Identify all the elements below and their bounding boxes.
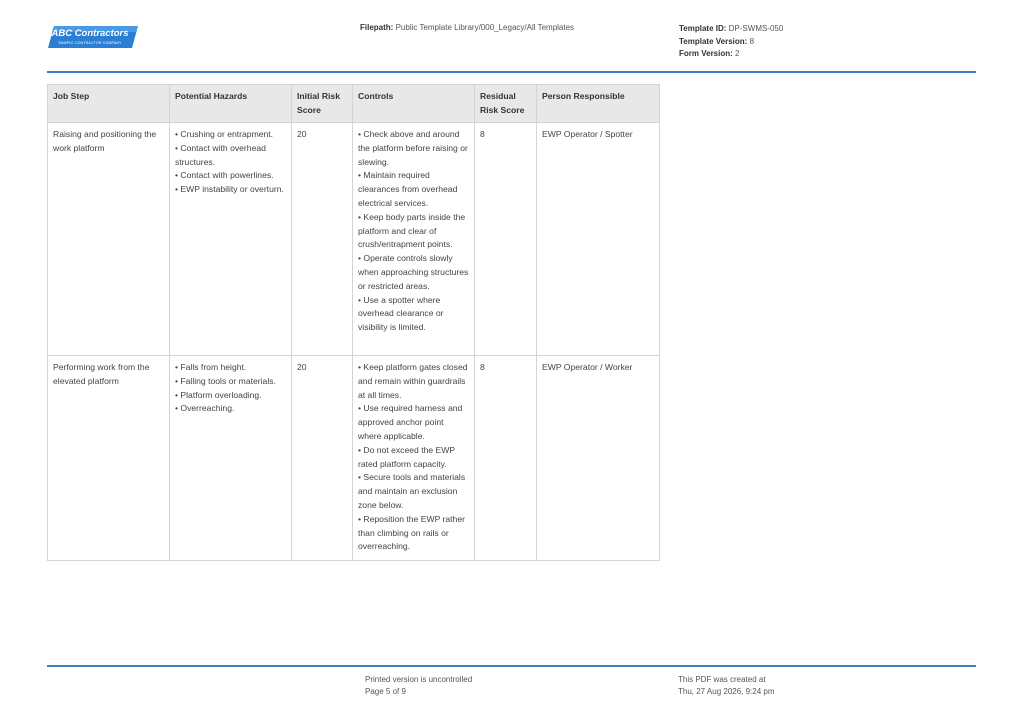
control-item: • Secure tools and materials and maintain an exclusion zone below.	[358, 472, 466, 510]
hazard-item: • Contact with overhead structures.	[175, 142, 266, 167]
residual-risk-cell: 8	[475, 356, 537, 561]
filepath-label: Filepath:	[360, 23, 394, 32]
template-id-label: Template ID:	[679, 24, 727, 33]
initial-risk-cell: 20	[292, 356, 353, 561]
control-item: • Check above and around the platform before raising or slewing.	[358, 129, 468, 167]
logo-text: ABC Contractors	[51, 28, 129, 39]
column-header-person-responsible: Person Responsible	[537, 85, 660, 123]
form-version-label: Form Version:	[679, 49, 733, 58]
footer-divider	[47, 665, 976, 667]
filepath-value: Public Template Library/000_Legacy/All Templates	[395, 23, 575, 32]
template-version-value: 8	[749, 36, 755, 46]
template-version	[679, 36, 783, 49]
column-header-job-step: Job Step	[48, 85, 170, 123]
table-row	[48, 356, 660, 561]
swms-table	[47, 84, 660, 561]
column-header-residual-risk-score: Residual Risk Score	[475, 85, 537, 123]
hazard-item: • Platform overloading.	[175, 389, 262, 400]
form-version-value: 2	[735, 49, 740, 58]
controls-cell	[353, 356, 475, 561]
control-item: • Keep body parts inside the platform and clear of crush/entrapment points.	[358, 211, 466, 250]
uncontrolled-notice: Printed version is uncontrolled	[365, 675, 473, 684]
control-item: • Keep platform gates closed and remain within guardrails at all times.	[358, 362, 468, 400]
hazard-item: • Overreaching.	[175, 403, 235, 414]
person-responsible-cell: EWP Operator / Spotter	[537, 123, 660, 356]
template-id	[679, 23, 783, 36]
person-responsible-cell: EWP Operator / Worker	[537, 356, 660, 561]
controls-cell	[353, 123, 475, 356]
footer-right	[678, 674, 775, 698]
hazard-item: • Contact with powerlines.	[175, 170, 274, 181]
created-timestamp: Thu, 27 Aug 2026, 9:24 pm	[678, 687, 775, 696]
control-item: • Operate controls slowly when approaching structures or restricted areas.	[358, 253, 469, 291]
form-version	[679, 48, 783, 61]
header-divider	[47, 71, 976, 73]
job-step-cell: Performing work from the elevated platform	[48, 356, 170, 561]
filepath	[360, 23, 574, 32]
hazard-item: • Crushing or entrapment.	[175, 129, 274, 139]
table-header-row	[48, 85, 660, 123]
template-meta	[679, 23, 783, 61]
column-header-potential-hazards: Potential Hazards	[170, 85, 292, 123]
hazards-cell	[170, 123, 292, 356]
template-version-label: Template Version:	[679, 36, 748, 46]
footer-center	[365, 674, 472, 698]
page-header	[0, 0, 1024, 72]
hazards-cell	[170, 356, 292, 561]
logo-subtext: SAMPLE CONTRACTOR COMPANY	[58, 41, 122, 45]
control-item: • Reposition the EWP rather than climbing on rails or overreaching.	[358, 513, 465, 552]
hazard-item: • Falling tools or materials.	[175, 375, 276, 386]
column-header-controls: Controls	[353, 85, 475, 123]
job-step-cell: Raising and positioning the work platform	[48, 123, 170, 356]
residual-risk-cell: 8	[475, 123, 537, 356]
initial-risk-cell: 20	[292, 123, 353, 356]
company-logo	[48, 24, 140, 52]
hazard-item: • Falls from height.	[175, 362, 247, 372]
hazard-item: • EWP instability or overturn.	[175, 184, 284, 195]
control-item: • Maintain required clearances from overhead electrical services.	[358, 170, 458, 208]
control-item: • Use a spotter where overhead clearance or visibility is limited.	[358, 294, 444, 333]
created-label: This PDF was created at	[678, 675, 766, 684]
template-id-value: DP-SWMS-050	[728, 24, 784, 33]
column-header-initial-risk-score: Initial Risk Score	[292, 85, 353, 123]
control-item: • Do not exceed the EWP rated platform capacity.	[358, 444, 455, 469]
table-row	[48, 123, 660, 356]
page-number: Page 5 of 9	[365, 687, 406, 696]
control-item: • Use required harness and approved anchor point where applicable.	[358, 403, 463, 441]
